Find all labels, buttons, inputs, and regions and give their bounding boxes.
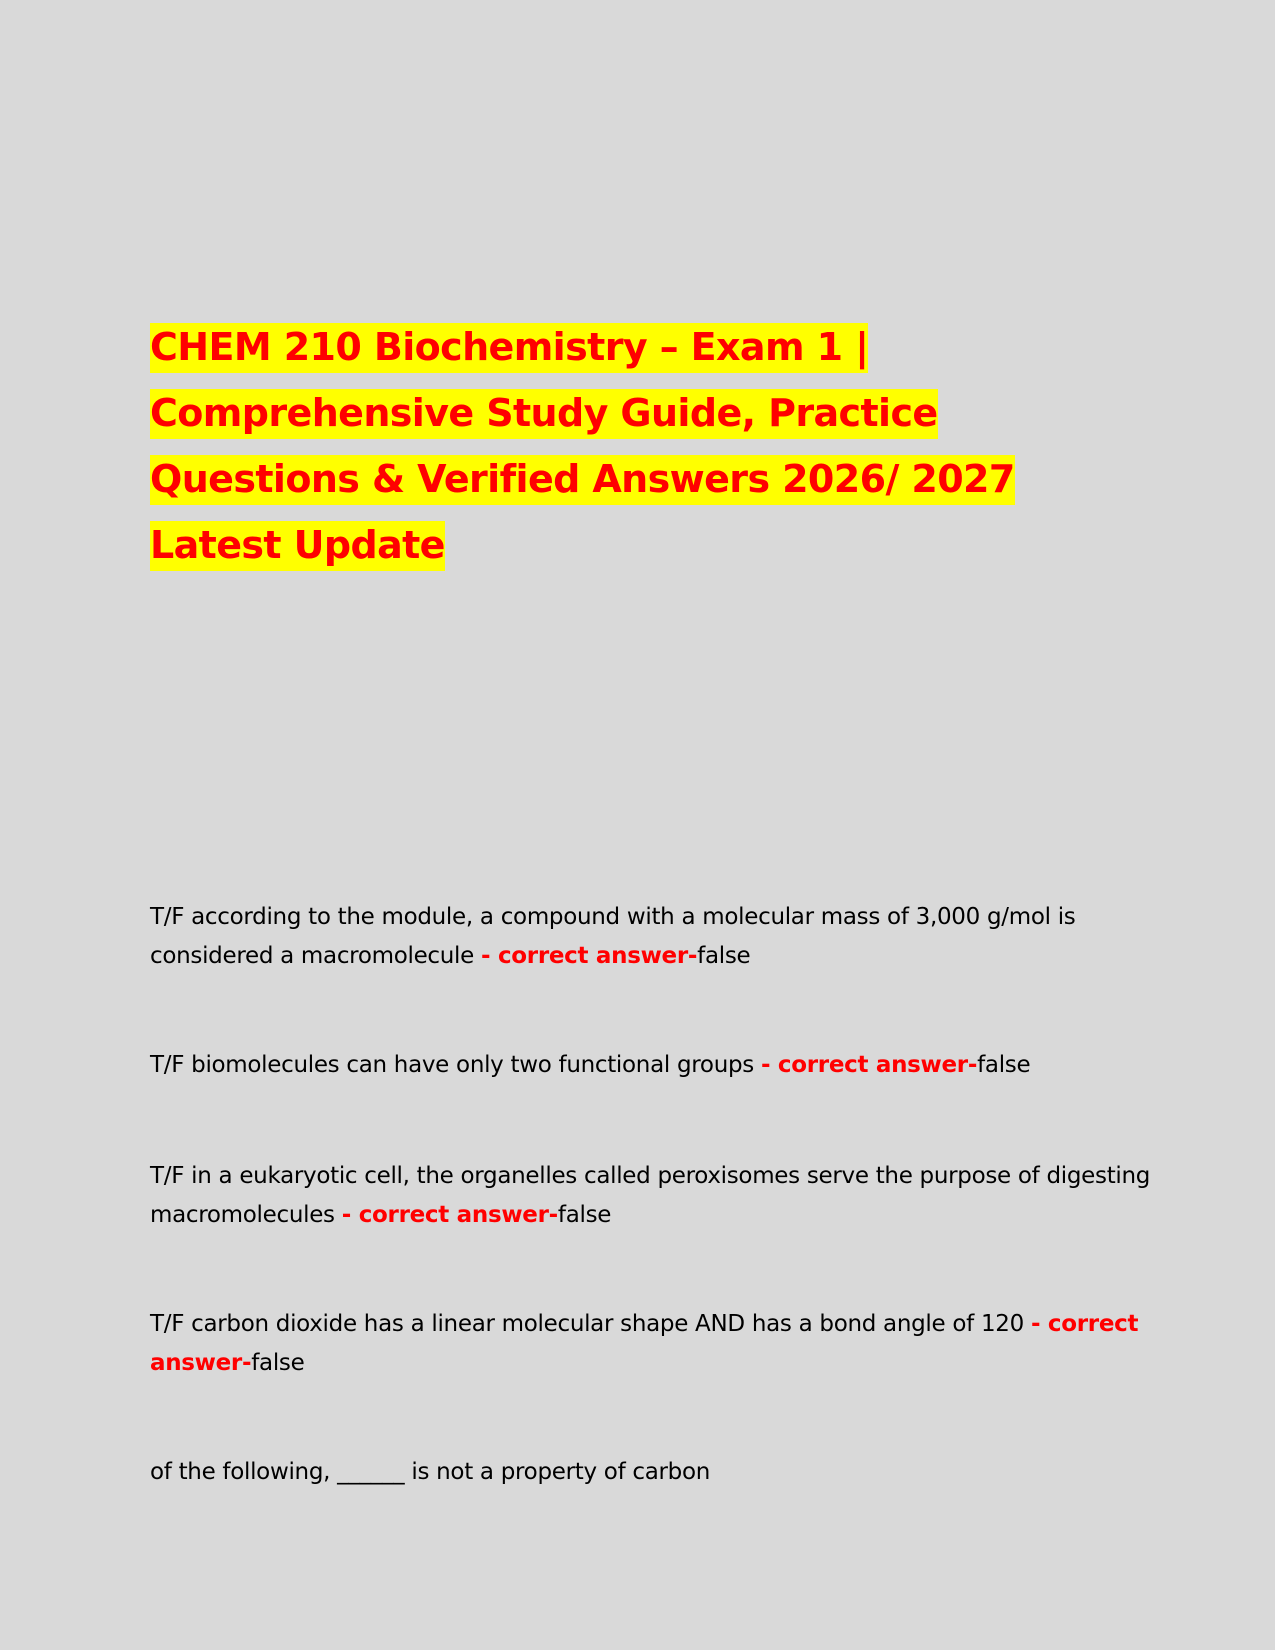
question-item-1 xyxy=(150,898,1160,976)
question-text: of the following, ______ is not a property of carbon xyxy=(150,1459,711,1485)
document-title xyxy=(150,314,1110,578)
title-line-1: CHEM 210 Biochemistry – Exam 1 | xyxy=(150,314,1110,380)
correct-answer-tag: - correct answer- xyxy=(481,943,698,969)
title-line-3: Questions & Verified Answers 2026/ 2027 xyxy=(150,446,1110,512)
correct-answer-tag: - correct answer- xyxy=(150,1311,1139,1376)
question-item-3 xyxy=(150,1157,1160,1235)
answer-text: false xyxy=(697,943,751,969)
correct-answer-tag: - correct answer- xyxy=(760,1052,978,1078)
question-text: T/F carbon dioxide has a linear molecular shape AND has a bond angle of 120 xyxy=(150,1311,1031,1337)
answer-text: false xyxy=(977,1052,1031,1078)
question-item-5 xyxy=(150,1453,1160,1492)
title-line-4: Latest Update xyxy=(150,512,1110,578)
question-text: T/F according to the module, a compound with a molecular mass of 3,000 g/mol is considered a macromolecule xyxy=(150,904,1076,969)
answer-text: false xyxy=(251,1350,305,1376)
question-text: T/F biomolecules can have only two functional groups xyxy=(150,1052,761,1078)
title-line-2: Comprehensive Study Guide, Practice xyxy=(150,380,1110,446)
question-item-2 xyxy=(150,1046,1160,1085)
question-item-4 xyxy=(150,1305,1160,1383)
correct-answer-tag: - correct answer- xyxy=(341,1202,558,1228)
answer-text: false xyxy=(557,1202,612,1228)
question-text: T/F in a eukaryotic cell, the organelles called peroxisomes serve the purpose of digesting macromolecules xyxy=(150,1163,1151,1228)
